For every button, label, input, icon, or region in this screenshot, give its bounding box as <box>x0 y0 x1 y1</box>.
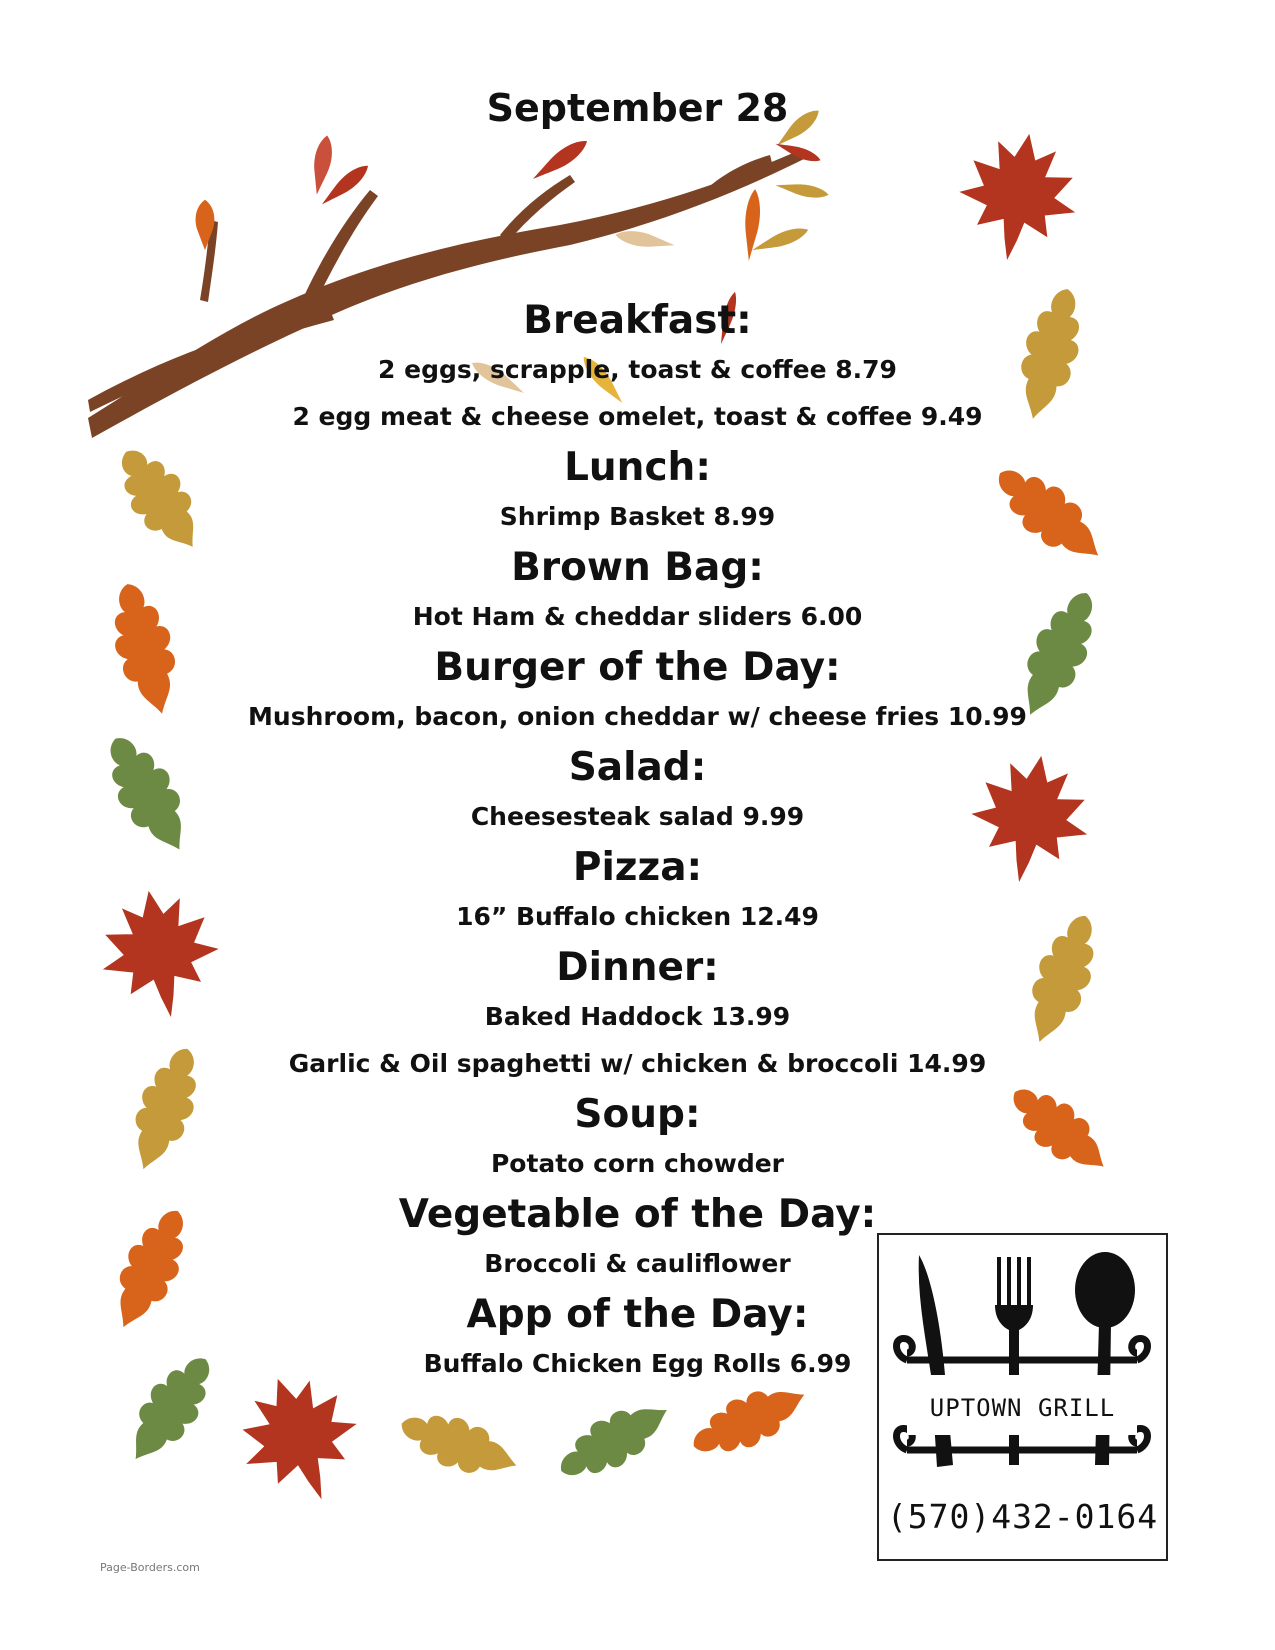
section-heading: Salad: <box>568 745 707 790</box>
menu-item: Broccoli & cauliflower <box>484 1249 791 1278</box>
menu-item: Baked Haddock 13.99 <box>484 1002 791 1031</box>
section-heading: App of the Day: <box>466 1292 809 1337</box>
uptown-grill-logo <box>877 1233 1168 1561</box>
menu-item: Mushroom, bacon, onion cheddar w/ cheese fries 10.99 <box>248 702 1027 731</box>
menu-item: Hot Ham & cheddar sliders 6.00 <box>412 602 863 631</box>
daily-specials-menu <box>180 296 1095 1390</box>
menu-date: September 28 <box>486 86 789 130</box>
section-heading: Breakfast: <box>523 298 752 343</box>
menu-item: Cheesesteak salad 9.99 <box>470 802 805 831</box>
phone-number: (570)432-0164 <box>886 1497 1159 1536</box>
section-heading: Lunch: <box>564 445 711 490</box>
border-credit: Page-Borders.com <box>100 1561 200 1574</box>
dinner-section <box>180 943 1095 1087</box>
menu-item: Buffalo Chicken Egg Rolls 6.99 <box>423 1349 852 1378</box>
menu-item: Shrimp Basket 8.99 <box>499 502 776 531</box>
restaurant-name: UPTOWN GRILL <box>929 1394 1116 1422</box>
soup-section <box>180 1090 1095 1187</box>
section-heading: Brown Bag: <box>511 545 764 590</box>
menu-item: Potato corn chowder <box>490 1149 785 1178</box>
section-heading: Vegetable of the Day: <box>398 1192 877 1237</box>
section-heading: Pizza: <box>572 845 703 890</box>
breakfast-section <box>180 296 1095 440</box>
salad-section <box>180 743 1095 840</box>
burger-section <box>180 643 1095 740</box>
section-heading: Soup: <box>574 1092 701 1137</box>
pizza-section <box>180 843 1095 940</box>
menu-item: 16” Buffalo chicken 12.49 <box>456 902 819 931</box>
menu-item: Garlic & Oil spaghetti w/ chicken & broccoli 14.99 <box>288 1049 987 1078</box>
utensils-illustration <box>879 1235 1166 1485</box>
menu-item: 2 egg meat & cheese omelet, toast & coffee 9.49 <box>292 402 983 431</box>
brown-bag-section <box>180 543 1095 640</box>
section-heading: Dinner: <box>556 945 719 990</box>
menu-item: 2 eggs, scrapple, toast & coffee 8.79 <box>378 355 897 384</box>
lunch-section <box>180 443 1095 540</box>
section-heading: Burger of the Day: <box>434 645 841 690</box>
